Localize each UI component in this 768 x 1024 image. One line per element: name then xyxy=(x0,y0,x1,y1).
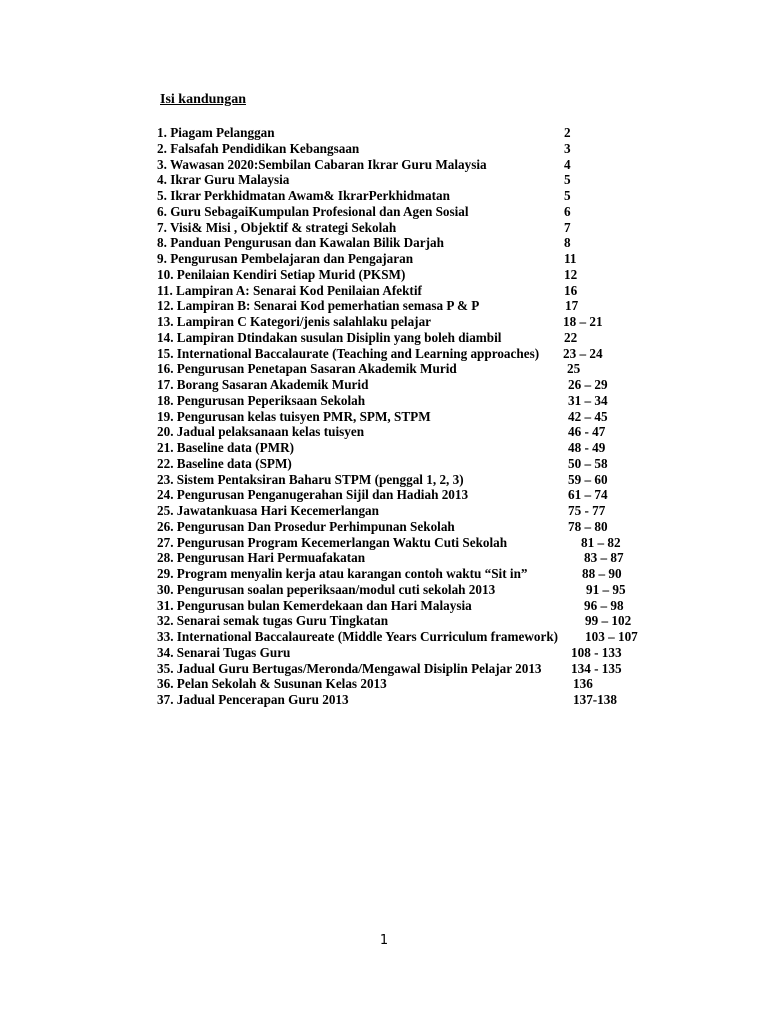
toc-entry-page: 42 – 45 xyxy=(568,408,608,424)
toc-entry-label: 27. Pengurusan Program Kecemerlangan Waktu Cuti Sekolah xyxy=(157,534,508,550)
toc-entry-page: 75 - 77 xyxy=(568,503,606,518)
toc-entry-page: 46 - 47 xyxy=(568,424,606,440)
toc-entry-label: 31. Pengurusan bulan Kemerdekaan dan Hari Malaysia xyxy=(157,597,472,613)
toc-entry xyxy=(157,283,657,299)
toc-entry-page: 5 xyxy=(564,172,571,188)
toc-entry-page: 91 – 95 xyxy=(586,581,626,597)
toc-entry xyxy=(157,629,657,645)
toc-entry-page: 23 – 24 xyxy=(563,345,603,361)
toc-entry xyxy=(157,598,657,614)
toc-entry xyxy=(157,440,657,456)
toc-entry-page: 134 - 135 xyxy=(571,660,622,676)
toc-entry-label: 16. Pengurusan Penetapan Sasaran Akademik Murid xyxy=(157,361,457,377)
toc-entry-label: 19. Pengurusan kelas tuisyen PMR, SPM, STPM xyxy=(157,408,431,424)
toc-entry-label: 24. Pengurusan Penganugerahan Sijil dan Hadiah 2013 xyxy=(157,487,469,503)
toc-entry xyxy=(157,235,657,251)
toc-entry-page: 88 – 90 xyxy=(582,566,622,581)
toc-entry-page: 83 – 87 xyxy=(584,550,624,566)
toc-entry xyxy=(157,566,657,582)
toc-title: Isi kandungan xyxy=(160,92,247,107)
toc-entry xyxy=(157,220,657,236)
toc-entry xyxy=(157,550,657,566)
toc-entry xyxy=(157,346,657,362)
toc-entry-label: 28. Pengurusan Hari Permuafakatan xyxy=(157,550,366,566)
toc-entry-page: 22 xyxy=(564,329,578,345)
toc-entry-label: 15. International Baccalaurate (Teaching and Learning approaches) xyxy=(157,345,540,361)
toc-entry-label: 4. Ikrar Guru Malaysia xyxy=(157,172,290,188)
toc-entry-label: 26. Pengurusan Dan Prosedur Perhimpunan Sekolah xyxy=(157,518,455,534)
toc-entry-label: 9. Pengurusan Pembelajaran dan Pengajaran xyxy=(157,251,414,266)
toc-entry xyxy=(157,535,657,551)
toc-entry-page: 3 xyxy=(564,140,571,156)
toc-entry-label: 7. Visi& Misi , Objektif & strategi Sekolah xyxy=(157,219,397,235)
toc-entry xyxy=(157,676,657,692)
toc-entry xyxy=(157,314,657,330)
toc-entry xyxy=(157,692,657,708)
toc-entry-page: 26 – 29 xyxy=(568,377,608,392)
toc-entry-label: 1. Piagam Pelanggan xyxy=(157,125,275,140)
toc-entry-label: 21. Baseline data (PMR) xyxy=(157,440,294,455)
toc-entry xyxy=(157,487,657,503)
toc-entry-label: 11. Lampiran A: Senarai Kod Penilaian Afektif xyxy=(157,282,422,298)
toc-entry-label: 2. Falsafah Pendidikan Kebangsaan xyxy=(157,140,360,156)
toc-entry-label: 8. Panduan Pengurusan dan Kawalan Bilik Darjah xyxy=(157,235,444,251)
toc-entry xyxy=(157,456,657,472)
toc-entry xyxy=(157,472,657,488)
toc-entry-label: 37. Jadual Pencerapan Guru 2013 xyxy=(157,692,349,707)
toc-entry-page: 81 – 82 xyxy=(581,534,621,550)
toc-entry-page: 136 xyxy=(573,676,593,692)
toc-entry-label: 25. Jawatankuasa Hari Kecemerlangan xyxy=(157,503,379,518)
toc-entry-page: 8 xyxy=(564,235,571,251)
toc-entry xyxy=(157,188,657,204)
toc-entry-page: 18 – 21 xyxy=(563,314,603,329)
toc-entry xyxy=(157,409,657,425)
toc-entry xyxy=(157,582,657,598)
toc-entry xyxy=(157,393,657,409)
toc-entry-page: 16 xyxy=(564,282,578,298)
toc-entry-label: 33. International Baccalaureate (Middle Years Curriculum framework) xyxy=(157,629,559,644)
toc-entry-page: 61 – 74 xyxy=(568,487,608,503)
toc-entry-page: 108 - 133 xyxy=(571,644,622,660)
toc-entry-label: 29. Program menyalin kerja atau karangan contoh waktu “Sit in” xyxy=(157,566,528,581)
toc-entry xyxy=(157,125,657,141)
toc-entry-label: 35. Jadual Guru Bertugas/Meronda/Mengawal Disiplin Pelajar 2013 xyxy=(157,660,542,676)
toc-entry-page: 99 – 102 xyxy=(585,613,632,629)
toc-entry xyxy=(157,267,657,283)
toc-entry-page: 25 xyxy=(567,361,581,377)
toc-entry-page: 2 xyxy=(564,125,571,140)
toc-entry-page: 6 xyxy=(564,203,571,219)
toc-entry-page: 50 – 58 xyxy=(568,455,608,471)
toc-entry-page: 31 – 34 xyxy=(568,392,608,408)
toc-entry-label: 10. Penilaian Kendiri Setiap Murid (PKSM) xyxy=(157,266,406,282)
toc-entry-page: 5 xyxy=(564,188,571,203)
toc-entry xyxy=(157,204,657,220)
toc-entry-label: 17. Borang Sasaran Akademik Murid xyxy=(157,377,369,392)
toc-entry-label: 3. Wawasan 2020:Sembilan Cabaran Ikrar Guru Malaysia xyxy=(157,156,487,172)
toc-entry-label: 23. Sistem Pentaksiran Baharu STPM (penggal 1, 2, 3) xyxy=(157,471,464,487)
toc-entry-page: 7 xyxy=(564,219,571,235)
toc-entry-page: 48 - 49 xyxy=(568,440,606,455)
toc-entry xyxy=(157,172,657,188)
toc-entry-page: 17 xyxy=(565,298,579,314)
toc-entry xyxy=(157,645,657,661)
toc-entry-page: 96 – 98 xyxy=(584,597,624,613)
toc-entry-label: 34. Senarai Tugas Guru xyxy=(157,644,291,660)
toc-entry-page: 59 – 60 xyxy=(568,471,608,487)
toc-entry-label: 30. Pengurusan soalan peperiksaan/modul cuti sekolah 2013 xyxy=(157,581,496,597)
toc-entry-page: 78 – 80 xyxy=(568,518,608,534)
toc-entry xyxy=(157,661,657,677)
toc-entry-label: 5. Ikrar Perkhidmatan Awam& IkrarPerkhidmatan xyxy=(157,188,450,203)
toc-entry-page: 137-138 xyxy=(573,692,617,707)
toc-entry xyxy=(157,251,657,267)
toc-entry-page: 4 xyxy=(564,156,571,172)
toc-entry-label: 13. Lampiran C Kategori/jenis salahlaku pelajar xyxy=(157,314,432,329)
toc-entry xyxy=(157,613,657,629)
table-of-contents xyxy=(157,125,657,708)
toc-entry-label: 32. Senarai semak tugas Guru Tingkatan xyxy=(157,613,389,629)
toc-entry-label: 22. Baseline data (SPM) xyxy=(157,455,292,471)
toc-entry-label: 14. Lampiran Dtindakan susulan Disiplin yang boleh diambil xyxy=(157,329,502,345)
toc-entry xyxy=(157,361,657,377)
toc-entry xyxy=(157,503,657,519)
toc-entry-label: 20. Jadual pelaksanaan kelas tuisyen xyxy=(157,424,365,440)
toc-entry xyxy=(157,141,657,157)
toc-entry xyxy=(157,519,657,535)
toc-entry-page: 11 xyxy=(564,251,577,266)
toc-entry-label: 18. Pengurusan Peperiksaan Sekolah xyxy=(157,392,366,408)
toc-entry-label: 6. Guru SebagaiKumpulan Profesional dan Agen Sosial xyxy=(157,203,469,219)
toc-entry xyxy=(157,298,657,314)
page-number: 1 xyxy=(379,933,389,948)
toc-entry-page: 103 – 107 xyxy=(585,629,638,644)
toc-entry-label: 12. Lampiran B: Senarai Kod pemerhatian semasa P & P xyxy=(157,298,480,314)
toc-entry-label: 36. Pelan Sekolah & Susunan Kelas 2013 xyxy=(157,676,387,692)
toc-entry xyxy=(157,424,657,440)
toc-entry-page: 12 xyxy=(564,266,578,282)
toc-entry xyxy=(157,157,657,173)
toc-entry xyxy=(157,330,657,346)
toc-entry xyxy=(157,377,657,393)
